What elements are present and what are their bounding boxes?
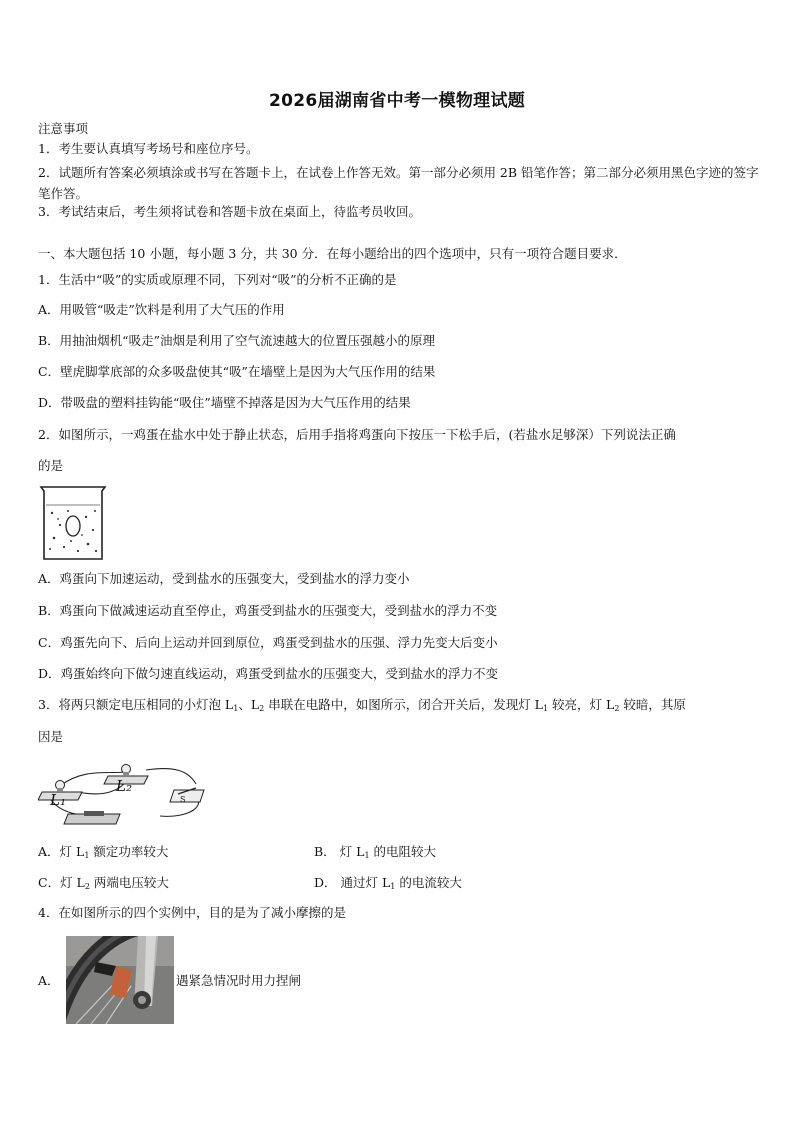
notice-item-2: 2．试题所有答案必须填涂或书写在答题卡上，在试卷上作答无效。第一部分必须用 2B 铅笔作答；第二部分必须用黑色字迹的签字笔作答。 [38,165,759,201]
q1-option-b: B．用抽油烟机“吸走”油烟是利用了空气流速越大的位置压强越小的原理 [38,333,435,348]
notice-item-1: 1．考生要认真填写考场号和座位序号。 [38,141,259,156]
q4-stem: 4．在如图所示的四个实例中，目的是为了减小摩擦的是 [38,905,346,920]
q3-option-b: B． 灯 $L_1$ 的电阻较大 [314,844,437,860]
q3-option-d: D． 通过灯 $L_1$ 的电流较大 [314,875,462,891]
q3-stem-line1: 3．将两只额定电压相同的小灯泡 $L_1$、$L_2$ 串联在电路中，如图所示，闭合开关后，发现灯 $L_1$ 较亮，灯 $L_2$ 较暗，其原 [38,697,686,713]
section-heading: 一、本大题包括 10 小题，每小题 3 分，共 30 分．在每小题给出的四个选项中，只有一项符合题目要求． [38,246,627,261]
q4-option-a-text: 遇紧急情况时用力捏闸 [176,973,302,988]
notice-item-3: 3．考试结束后，考生须将试卷和答题卡放在桌面上，待监考员收回。 [38,204,421,219]
label-l2: L₂ [116,777,132,795]
q3-stem-line2: 因是 [38,729,64,744]
label-l1: L₁ [50,791,66,809]
q4-option-a-label: A． [38,973,60,988]
q2-option-d: D．鸡蛋始终向下做匀速直线运动，鸡蛋受到盐水的压强变大，受到盐水的浮力不变 [38,666,499,681]
q2-option-c: C．鸡蛋先向下、后向上运动并回到原位，鸡蛋受到盐水的压强、浮力先变大后变小 [38,635,498,650]
q2-stem-line2: 的是 [38,458,64,473]
page-title: 2026届湖南省中考一模物理试题 [268,91,526,111]
q1-option-a: A．用吸管“吸走”饮料是利用了大气压的作用 [38,302,285,317]
q3-option-a: A．灯 $L_1$ 额定功率较大 [38,844,169,860]
beaker-egg-figure [38,483,108,563]
q2-option-a: A．鸡蛋向下加速运动，受到盐水的压强变大，受到盐水的浮力变小 [38,571,410,586]
q2-option-b: B．鸡蛋向下做减速运动直至停止，鸡蛋受到盐水的压强变大，受到盐水的浮力不变 [38,603,498,618]
label-switch: S [180,795,186,804]
q1-option-d: D．带吸盘的塑料挂钩能“吸住”墙壁不掉落是因为大气压作用的结果 [38,395,411,410]
q3-option-c: C．灯 $L_2$ 两端电压较大 [38,875,169,891]
q2-stem-line1: 2．如图所示，一鸡蛋在盐水中处于静止状态，后用手指将鸡蛋向下按压一下松手后，(若盐水足够深）下列说法正确 [38,427,676,442]
q1-stem: 1．生活中“吸”的实质或原理不同，下列对“吸”的分析不正确的是 [38,272,397,287]
bicycle-brake-photo [66,936,174,1024]
q1-option-c: C．壁虎脚掌底部的众多吸盘使其“吸”在墙壁上是因为大气压作用的结果 [38,364,436,379]
notice-heading: 注意事项 [38,121,89,136]
